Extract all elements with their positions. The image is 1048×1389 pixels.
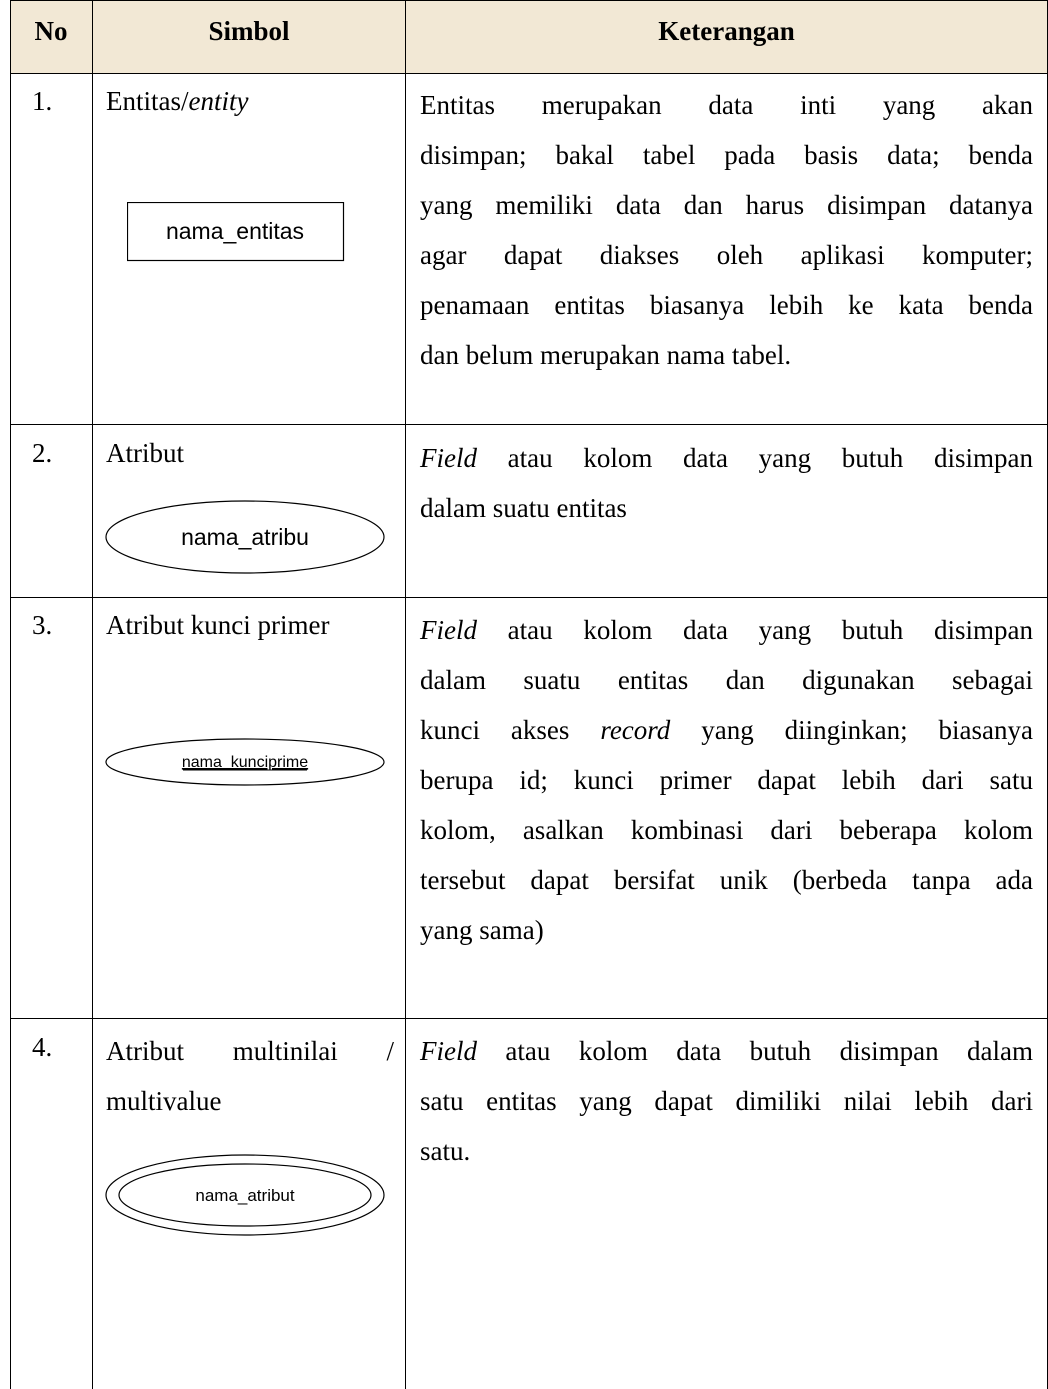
row-3-number: 3.: [32, 610, 53, 640]
row-1-number: 1.: [32, 86, 53, 116]
header-divider: [10, 73, 1048, 74]
row-4-description: Field atau kolom data butuh disimpan dalam satu entitas yang dapat dimiliki nilai lebih dari satu.: [420, 1036, 1033, 1166]
header-no: No: [34, 16, 68, 46]
row-2-symbol-name: Atribut: [106, 438, 184, 468]
header-symbol: Simbol: [208, 16, 290, 46]
entity-rectangle-symbol: [127, 202, 345, 262]
row-divider-1: [10, 424, 1048, 425]
row-1-symbol-name: Entitas/entity: [106, 86, 249, 116]
row-4-number: 4.: [32, 1032, 53, 1062]
column-divider-1: [92, 0, 93, 1389]
row-4-symbol-name: Atribut multinilai / multivalue: [106, 1036, 394, 1116]
row-3-symbol-name: Atribut kunci primer: [106, 610, 330, 640]
primary-key-ellipse-symbol: [104, 737, 386, 787]
row-divider-3: [10, 1018, 1048, 1019]
row-1-description: Entitas merupakan data inti yang akan disimpan; bakal tabel pada basis data; benda yang memiliki data dan harus disimpan datanya agar dapat diakses oleh aplikasi komputer; penamaan entitas biasanya lebih ke kata benda dan belum merupakan nama tabel.: [420, 90, 1033, 370]
column-divider-2: [405, 0, 406, 1389]
svg-text:nama_atribu: nama_atribu: [181, 524, 309, 550]
row-3-description: Field atau kolom data yang butuh disimpan dalam suatu entitas dan digunakan sebagai kunci akses record yang diinginkan; biasanya berupa id; kunci primer dapat lebih dari satu kolom, asalkan kombinasi dari beberapa kolom tersebut dapat bersifat unik (berbeda tanpa ada yang sama): [420, 615, 1033, 945]
svg-text:nama_kunciprime: nama_kunciprime: [181, 754, 309, 771]
symbol-table: [10, 0, 1048, 1389]
row-2-description: Field atau kolom data yang butuh disimpan dalam suatu entitas: [420, 443, 1033, 523]
header-description: Keterangan: [658, 16, 795, 46]
table-border-top: [10, 0, 1048, 1]
row-divider-2: [10, 597, 1048, 598]
row-2-number: 2.: [32, 438, 53, 468]
svg-text:nama_entitas: nama_entitas: [165, 218, 305, 244]
multivalue-double-ellipse-symbol: [104, 1153, 386, 1237]
table-border-left: [10, 0, 11, 1389]
attribute-ellipse-symbol: [104, 499, 386, 575]
svg-text:nama_atribut: nama_atribut: [195, 1186, 295, 1205]
